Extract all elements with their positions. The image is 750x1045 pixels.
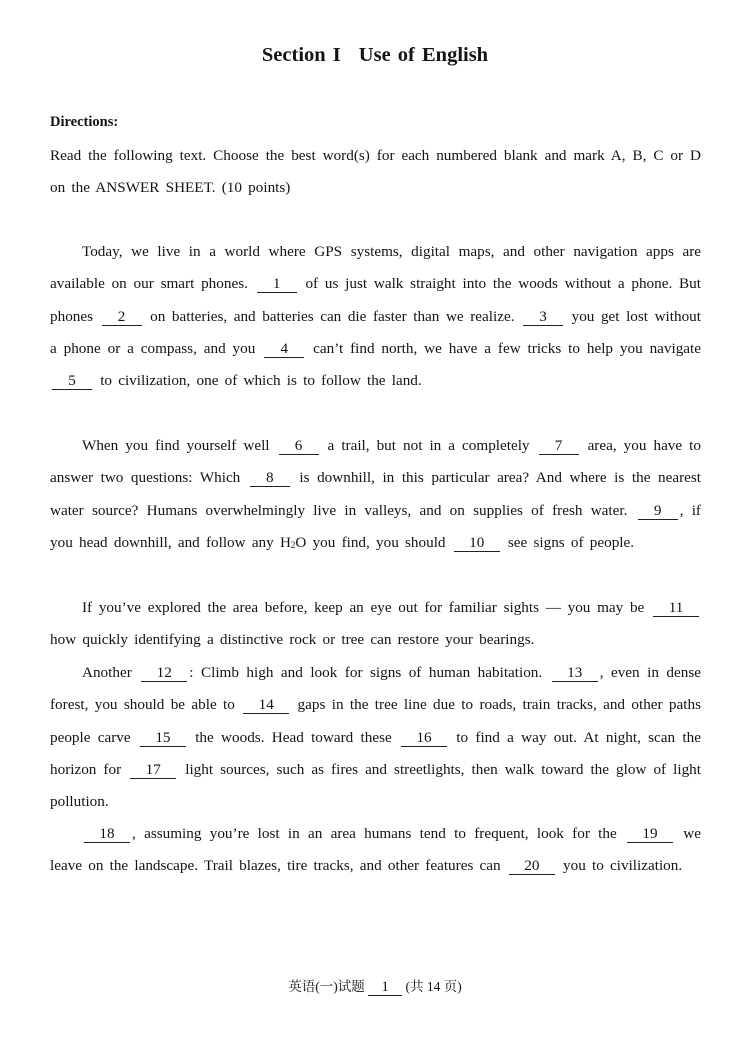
blank-16[interactable]: 16	[401, 729, 447, 747]
blank-1[interactable]: 1	[257, 275, 297, 293]
paragraph-3: If you’ve explored the area before, keep an eye out for familiar sights — you may be 11 how quickly identifying a distinctive rock or tree can restore your bearings.	[50, 592, 701, 657]
blank-6[interactable]: 6	[279, 437, 319, 455]
blank-11[interactable]: 11	[653, 599, 699, 617]
blank-10[interactable]: 10	[454, 534, 500, 552]
blank-4[interactable]: 4	[264, 340, 304, 358]
footer-total-pages: (共 14 页)	[405, 979, 462, 994]
section-name: Use of English	[358, 44, 489, 66]
directions-label: Directions:	[50, 114, 119, 130]
blank-15[interactable]: 15	[140, 729, 186, 747]
footer-exam-name: 英语(一)试题	[288, 979, 365, 994]
section-title	[0, 44, 750, 67]
paragraph-4: Another 12 : Climb high and look for signs of human habitation. 13 , even in dense forest, you should be able to 14 gaps in the tree line due to roads, train tracks, and other paths people carve 15 the woods. Head toward these 16 to find a way out. At night, scan the horizon for 17 light sources, such as fires and streetlights, then walk toward the glow of light pollution.	[50, 664, 701, 811]
blank-12[interactable]: 12	[141, 664, 187, 682]
blank-14[interactable]: 14	[243, 696, 289, 714]
paragraph-1: Today, we live in a world where GPS systems, digital maps, and other navigation apps are available on our smart phones. 1 of us just walk straight into the woods without a phone. But phones 2 on batteries, and batteries can die faster than we realize. 3 you get lost without a phone or a compass, and you 4 can’t find north, we have a few tricks to help you navigate 5 to civilization, one of which is to follow the land.	[50, 243, 702, 390]
blank-17[interactable]: 17	[130, 761, 176, 779]
blank-20[interactable]: 20	[509, 857, 555, 875]
page-footer	[0, 975, 750, 996]
blank-3[interactable]: 3	[523, 308, 563, 326]
paragraph-2: When you find yourself well 6 a trail, but not in a completely 7 area, you have to answer two questions: Which 8 is downhill, in this particular area? And where is the nearest water source? Humans overwhelmingly live in valleys, and on supplies of fresh water. 9 , if you head downhill, and follow any $H_2O$ you find, you should 10 see signs of people.	[50, 437, 701, 551]
blank-5[interactable]: 5	[52, 372, 92, 390]
blank-7[interactable]: 7	[539, 437, 579, 455]
paragraph-5: 18 , assuming you’re lost in an area humans tend to frequent, look for the 19 we leave on the landscape. Trail blazes, tire tracks, and other features can 20 you to civilization.	[50, 825, 701, 875]
subscript-2: 2	[290, 539, 296, 550]
page-number: 1	[368, 980, 402, 996]
blank-18[interactable]: 18	[84, 825, 130, 843]
blank-2[interactable]: 2	[102, 308, 142, 326]
blank-8[interactable]: 8	[250, 469, 290, 487]
directions-text: Read the following text. Choose the best word(s) for each numbered blank and mark A, B, C or D on the ANSWER SHEET. (10 points)	[50, 147, 701, 197]
section-number: Section I	[261, 44, 341, 66]
blank-19[interactable]: 19	[627, 825, 673, 843]
blank-9[interactable]: 9	[638, 502, 678, 520]
blank-13[interactable]: 13	[552, 664, 598, 682]
